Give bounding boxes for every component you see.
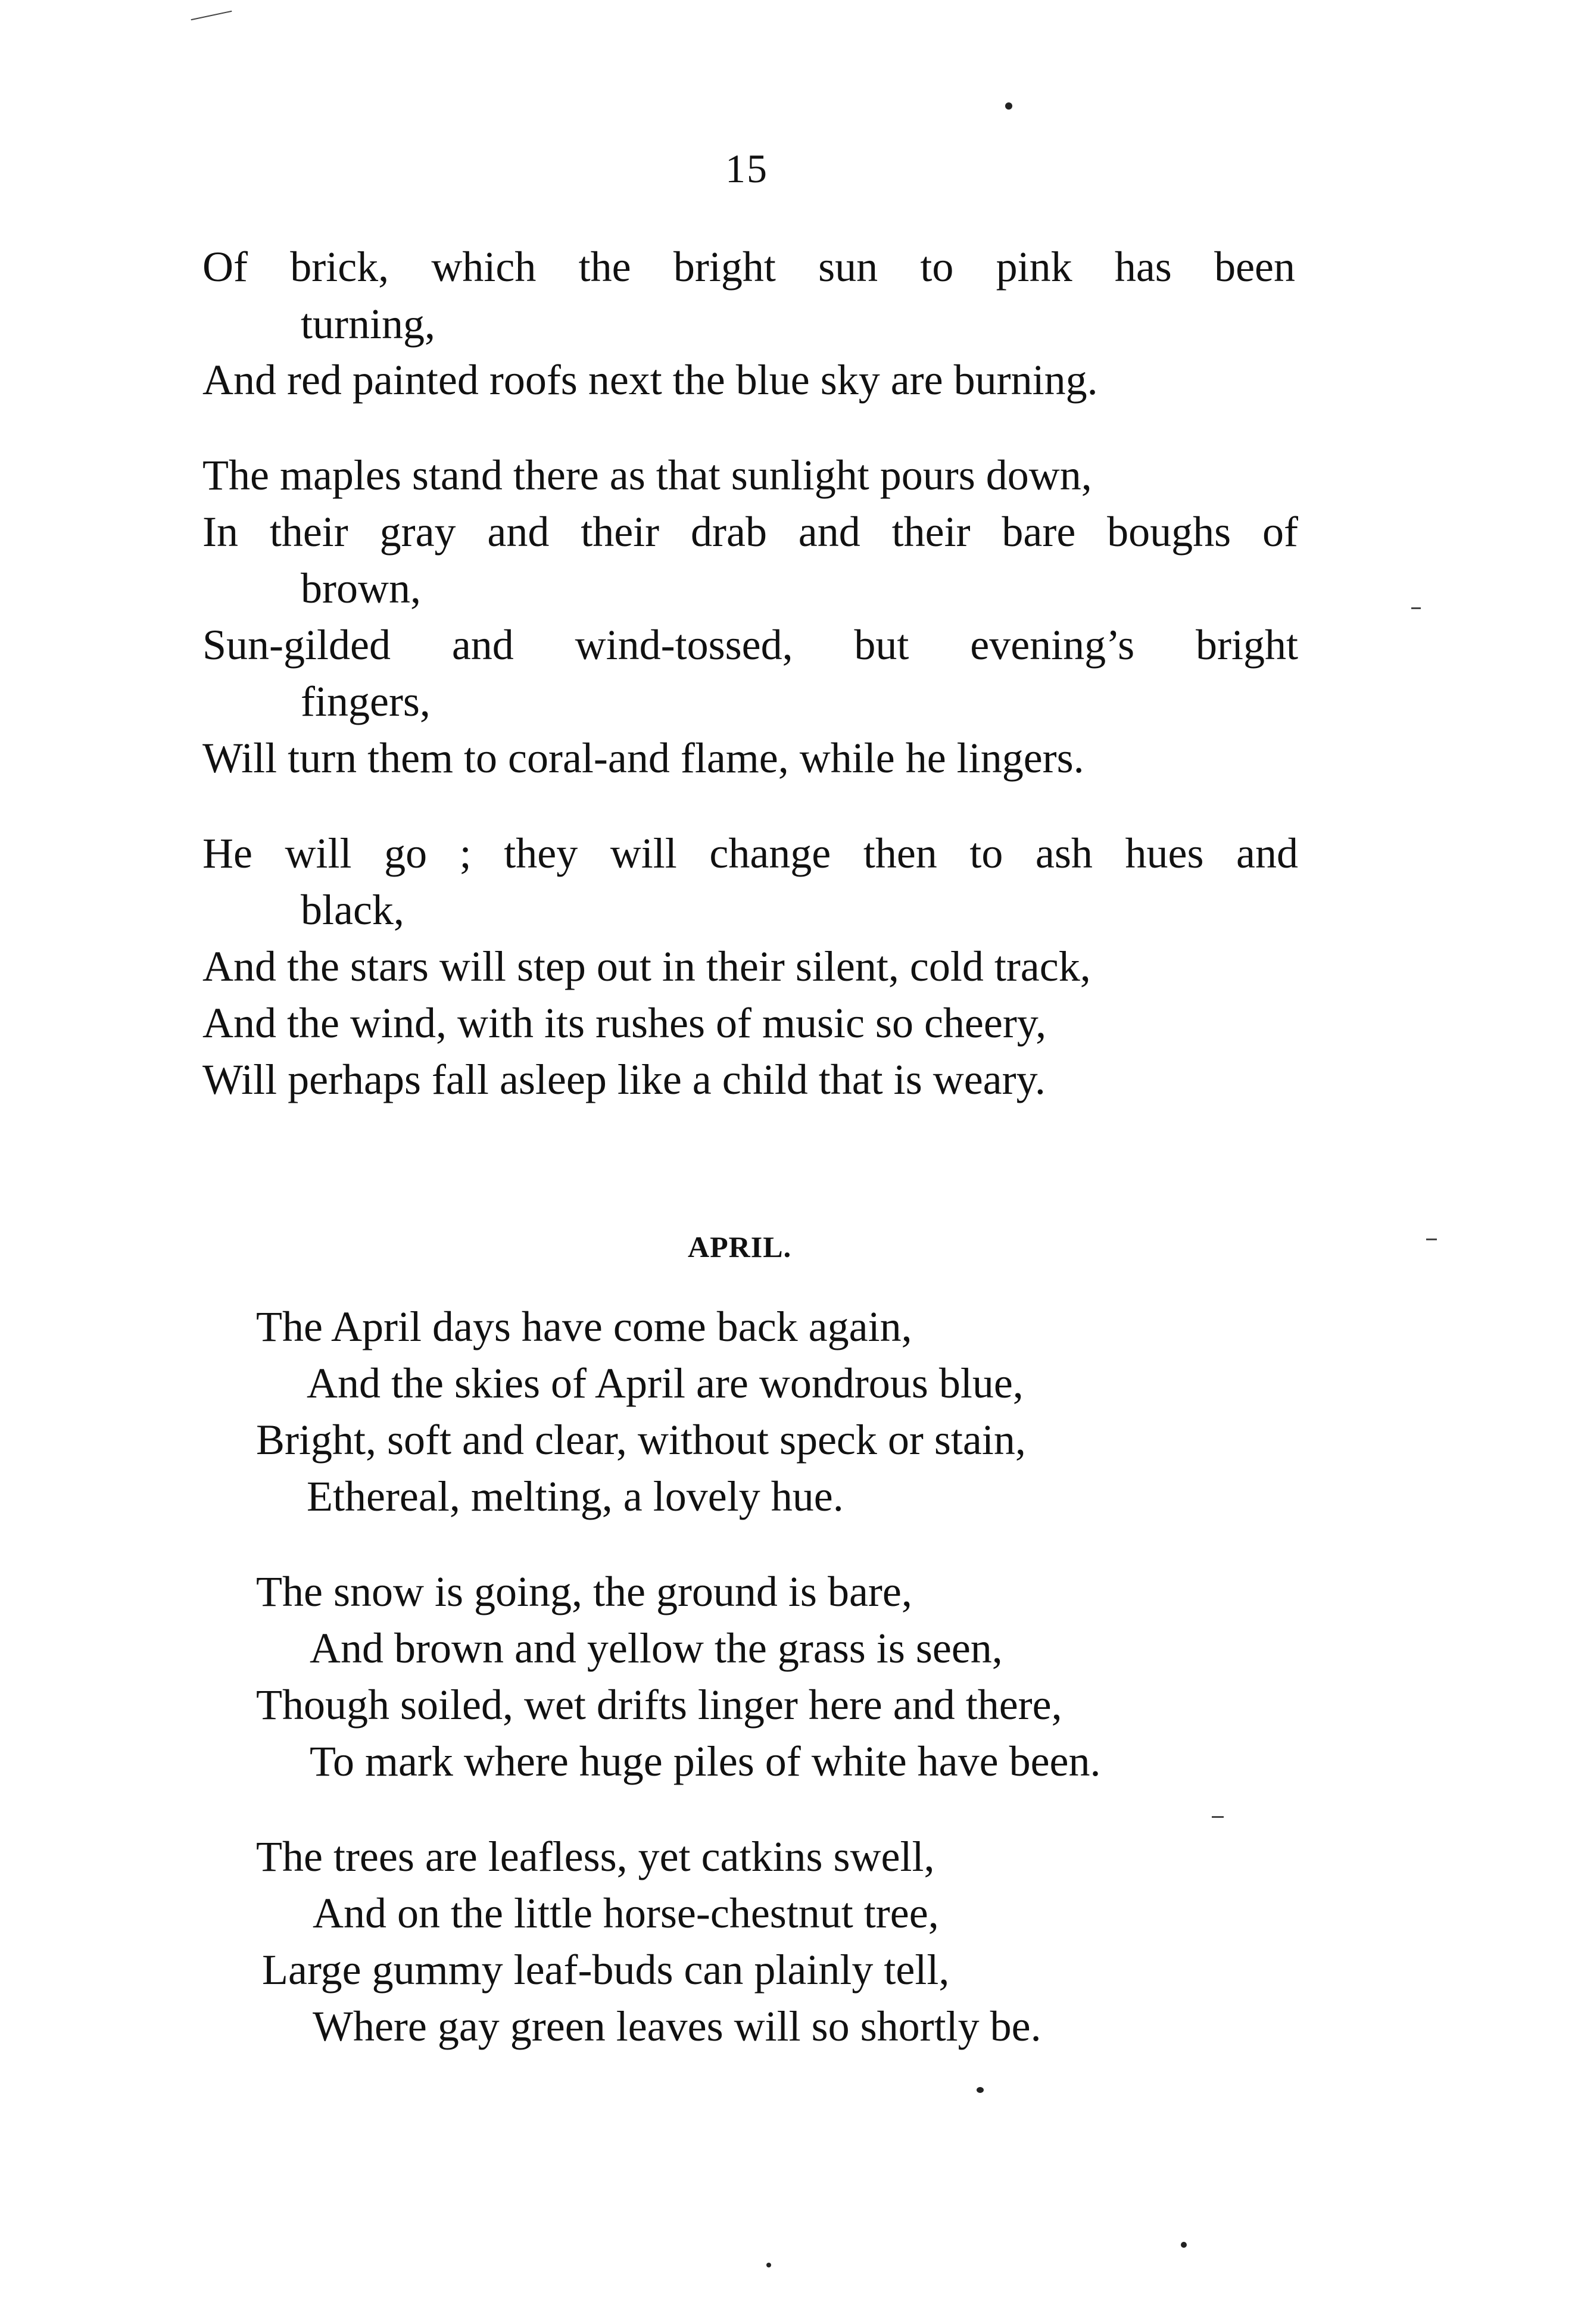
poem-line: brown, xyxy=(301,564,421,612)
scan-mark xyxy=(1426,1239,1437,1240)
poem-line: Ethereal, melting, a lovely hue. xyxy=(307,1473,844,1520)
poem-line: fingers, xyxy=(301,678,431,725)
poem-line: The trees are leafless, yet catkins swell, xyxy=(256,1833,935,1880)
poem-line: And on the little horse-chestnut tree, xyxy=(313,1889,939,1937)
poem-line: Will turn them to coral-and flame, while he lingers. xyxy=(202,734,1084,782)
poem-line: In their gray and their drab and their bare boughs of xyxy=(202,508,1298,556)
poem-line: And the stars will step out in their silent, cold track, xyxy=(202,943,1091,990)
scan-mark xyxy=(1411,607,1421,609)
poem-line: To mark where huge piles of white have been. xyxy=(310,1737,1101,1785)
poem-line: black, xyxy=(301,886,404,934)
poem-line: turning, xyxy=(301,300,435,348)
poem-line: Large gummy leaf-buds can plainly tell, xyxy=(262,1946,950,1994)
poem-line: And brown and yellow the grass is seen, xyxy=(310,1624,1003,1672)
poem-line: He will go ; they will change then to ash hues and xyxy=(202,829,1298,877)
poem-line: Will perhaps fall asleep like a child that is weary. xyxy=(202,1056,1046,1103)
scan-speck xyxy=(766,2263,771,2267)
poem-line: And the skies of April are wondrous blue, xyxy=(307,1359,1024,1407)
scan-speck xyxy=(977,2087,984,2093)
poem-line: Sun-gilded and wind-tossed, but evening’s bright xyxy=(202,621,1298,669)
poem-line: And the wind, with its rushes of music so cheery, xyxy=(202,999,1047,1047)
page-number: 15 xyxy=(725,146,768,191)
poem-line: And red painted roofs next the blue sky are burning. xyxy=(202,356,1098,404)
scan-speck xyxy=(1181,2242,1187,2248)
poem-line: The maples stand there as that sunlight pours down, xyxy=(202,451,1092,499)
poem-line: Though soiled, wet drifts linger here and there, xyxy=(256,1681,1062,1729)
poem-line: The snow is going, the ground is bare, xyxy=(256,1568,912,1615)
scan-speck xyxy=(1005,102,1012,110)
poem-line: Bright, soft and clear, without speck or stain, xyxy=(256,1416,1026,1464)
poem-line: Where gay green leaves will so shortly be. xyxy=(313,2002,1041,2050)
poem-line: The April days have come back again, xyxy=(256,1303,912,1350)
scan-mark xyxy=(1212,1816,1224,1818)
poem-title: APRIL. xyxy=(688,1230,792,1264)
poem-line: Of brick, which the bright sun to pink has been xyxy=(202,243,1295,291)
scan-mark xyxy=(191,11,232,21)
